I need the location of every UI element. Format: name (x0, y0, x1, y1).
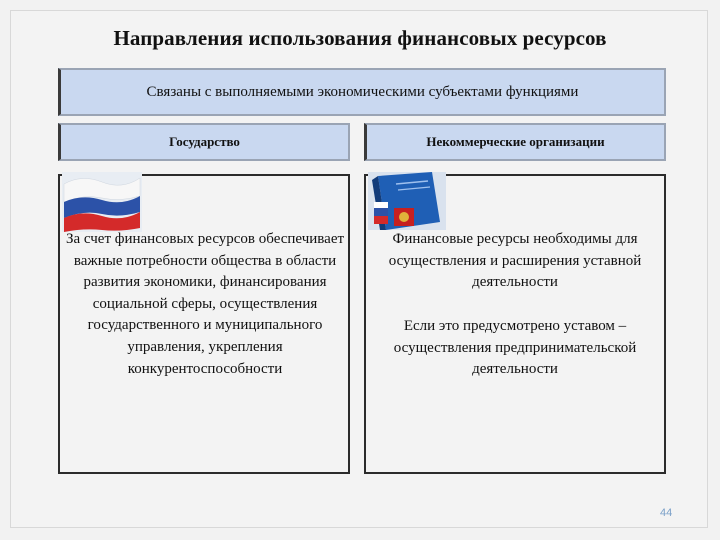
state-description: За счет финансовых ресурсов обеспечивает важные потребности общества в области развития экономики, финансирования социальной сферы, осуществления государственного и муниципального управления, укрепления конкурентоспособности (65, 231, 345, 377)
state-header-label: Государство (169, 134, 240, 149)
functions-box (58, 68, 666, 116)
state-header (58, 123, 350, 161)
page-number: 44 (660, 507, 673, 519)
functions-box-text: Связаны с выполняемыми экономическими субъектами функциями (146, 83, 579, 100)
nonprofit-header (364, 123, 666, 161)
nonprofit-description-1: Финансовые ресурсы необходимы для осуществления и расширения уставной деятельности (388, 231, 642, 291)
slide-title: Направления использования финансовых ресурсов (113, 26, 607, 50)
nonprofit-header-label: Некоммерческие организации (426, 134, 605, 149)
constitution-book-image (368, 172, 446, 230)
nonprofit-description-2: Если это предусмотрено уставом – осуществления предпринимательской деятельности (393, 318, 637, 378)
russian-flag-image (62, 172, 142, 232)
